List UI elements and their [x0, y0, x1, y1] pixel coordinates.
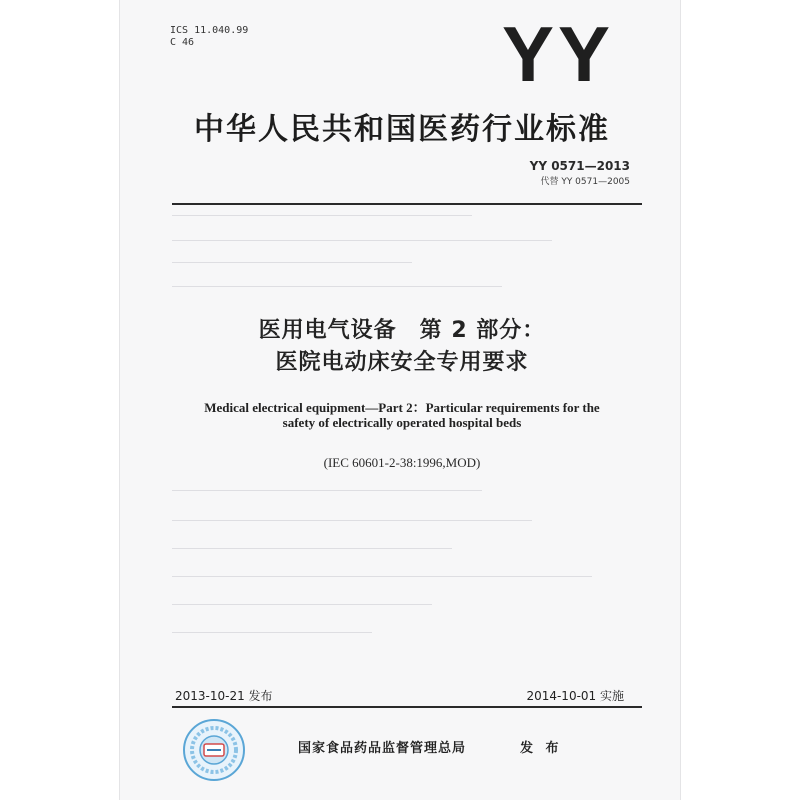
- document-page: [119, 0, 681, 800]
- implement-date: 2014-10-01 实施: [526, 689, 624, 703]
- show-through-line: [172, 286, 502, 287]
- ccs-code: C 46: [170, 37, 195, 48]
- classification-codes: [170, 25, 248, 49]
- replaces-standard: 代替 YY 0571—2005: [540, 177, 630, 187]
- show-through-line: [172, 576, 592, 577]
- show-through-line: [172, 632, 372, 633]
- show-through-line: [172, 520, 532, 521]
- industry-standard-title: 中华人民共和国医药行业标准: [194, 112, 610, 147]
- issuing-authority: 国家食品药品监督管理总局: [298, 741, 467, 756]
- show-through-line: [172, 262, 412, 263]
- title-zh-line2: 医院电动床安全专用要求: [275, 350, 529, 375]
- show-through-line: [172, 548, 452, 549]
- top-divider: [172, 203, 642, 205]
- issue-action: 发 布: [520, 741, 563, 756]
- bottom-divider: [172, 706, 642, 708]
- yy-logo: YY: [501, 10, 614, 98]
- anti-counterfeit-seal-icon: [182, 718, 246, 782]
- title-en-line1: Medical electrical equipment—Part 2：Particular requirements for the: [204, 400, 600, 415]
- show-through-line: [172, 604, 432, 605]
- title-en-line2: safety of electrically operated hospital beds: [282, 415, 522, 430]
- ics-code: ICS 11.040.99: [170, 25, 249, 36]
- show-through-line: [172, 240, 552, 241]
- issue-date: 2013-10-21 发布: [175, 689, 273, 703]
- iec-reference: (IEC 60601-2-38:1996,MOD): [323, 455, 481, 470]
- title-zh-line1: 医用电气设备 第 2 部分：: [258, 318, 546, 343]
- show-through-line: [172, 215, 472, 216]
- standard-number: YY 0571—2013: [529, 159, 630, 173]
- show-through-line: [172, 490, 482, 491]
